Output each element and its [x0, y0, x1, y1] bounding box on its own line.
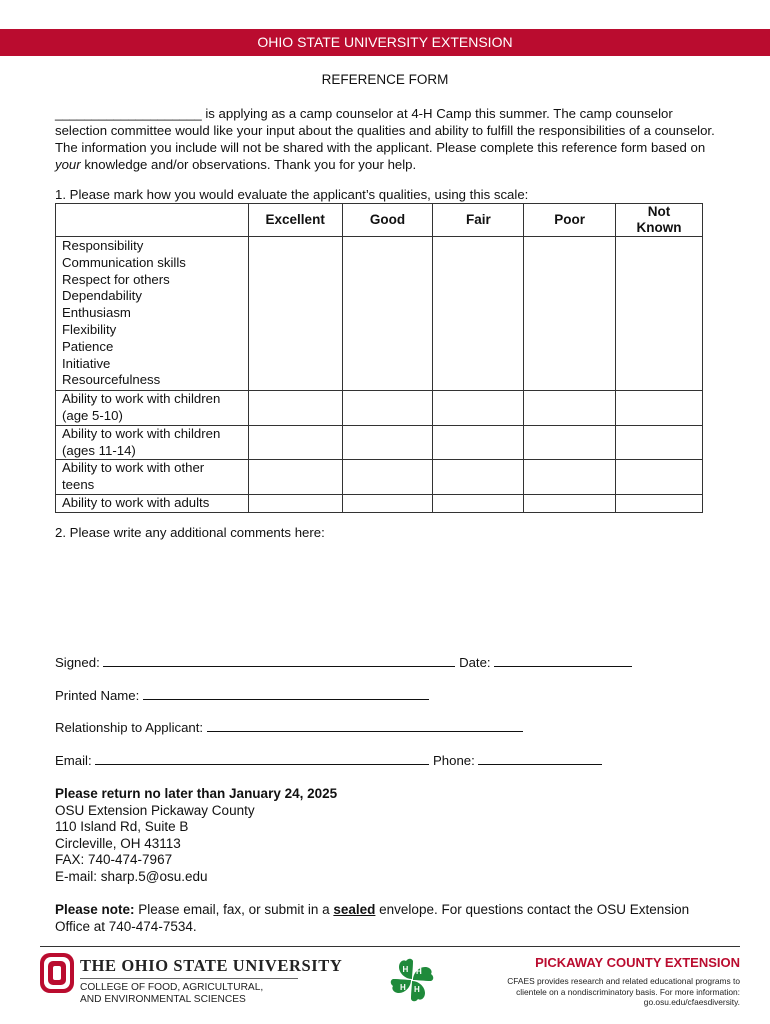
table-row — [56, 391, 703, 426]
intro-text-2: knowledge and/or observations. Thank you for your help. — [80, 157, 417, 172]
header-fair: Fair — [433, 204, 524, 237]
relationship-label: Relationship to Applicant: — [55, 720, 204, 735]
rating-cell[interactable] — [524, 425, 616, 460]
header-excellent: Excellent — [248, 204, 342, 237]
return-email: E-mail: sharp.5@osu.edu — [55, 868, 208, 884]
intro-paragraph — [55, 105, 727, 173]
quality-label: Ability to work with adults — [62, 494, 210, 510]
signed-field[interactable] — [103, 655, 455, 667]
quality-label: (ages 11-14) — [62, 442, 136, 458]
quality-children-5-10 — [56, 391, 249, 426]
intro-text-1: is applying as a camp counselor at 4-H Camp this summer. The camp counselor selection committee would like your input about the qualities and ability to fulfill the responsibilities of a counselor. The information you include will not be shared with the applicant. Please complete this reference form based on — [55, 106, 715, 155]
quality-label: Ability to work with children — [62, 391, 221, 407]
college-line-1: COLLEGE OF FOOD, AGRICULTURAL, — [80, 982, 264, 993]
quality-label: teens — [62, 477, 95, 493]
rating-cell[interactable] — [342, 460, 433, 495]
return-address: 110 Island Rd, Suite B — [55, 819, 189, 834]
rating-cell[interactable] — [616, 391, 703, 426]
quality-label: Responsibility — [62, 238, 144, 253]
note-sealed: sealed — [333, 902, 376, 917]
osu-wordmark-rule — [80, 978, 298, 979]
quality-label: Dependability — [62, 288, 142, 304]
rating-cell[interactable] — [616, 460, 703, 495]
cfaes-statement: CFAES provides research and related educational programs to clientele on a nondiscriminatory basis. For more information: go.osu.edu/cfaesdiversity. — [507, 976, 740, 1007]
intro-emphasis: your — [55, 157, 81, 172]
rating-cell[interactable] — [248, 460, 342, 495]
return-fax: FAX: 740-474-7967 — [55, 852, 173, 867]
printed-name-label: Printed Name: — [55, 688, 140, 703]
email-line — [55, 753, 602, 768]
printed-name-field[interactable] — [143, 688, 429, 700]
evaluation-table — [55, 203, 703, 513]
table-row — [56, 425, 703, 460]
svg-text:H: H — [402, 965, 409, 974]
rating-cell[interactable] — [248, 494, 342, 512]
rating-cell[interactable] — [524, 237, 616, 391]
svg-text:H: H — [400, 983, 406, 992]
signed-label: Signed: — [55, 655, 100, 670]
applicant-name-blank[interactable]: ____________________ — [55, 106, 202, 121]
rating-cell[interactable] — [616, 494, 703, 512]
header-poor: Poor — [524, 204, 616, 237]
four-h-clover-icon — [387, 955, 437, 1005]
question-1: 1. Please mark how you would evaluate the applicant’s qualities, using this scale: — [55, 187, 529, 202]
quality-other-teens — [56, 460, 249, 495]
osu-wordmark: THE OHIO STATE UNIVERSITY — [80, 956, 343, 975]
rating-cell[interactable] — [524, 494, 616, 512]
quality-label: Resourcefulness — [62, 372, 161, 388]
return-info — [55, 786, 337, 885]
rating-cell[interactable] — [433, 494, 524, 512]
signed-line — [55, 655, 632, 670]
phone-field[interactable] — [478, 753, 602, 765]
return-deadline: Please return no later than January 24, 2025 — [55, 786, 338, 801]
quality-label: Communication skills — [62, 254, 186, 270]
note-label: Please note: — [55, 902, 135, 917]
header-not-known — [616, 204, 703, 237]
table-row — [56, 237, 703, 391]
college-name — [80, 982, 263, 1006]
rating-cell[interactable] — [248, 425, 342, 460]
qualities-general — [56, 237, 249, 391]
date-label: Date: — [459, 655, 491, 670]
email-field[interactable] — [95, 753, 429, 765]
rating-cell[interactable] — [433, 391, 524, 426]
quality-label: Initiative — [62, 355, 111, 371]
rating-cell[interactable] — [524, 460, 616, 495]
rating-cell[interactable] — [616, 425, 703, 460]
rating-cell[interactable] — [616, 237, 703, 391]
rating-cell[interactable] — [342, 494, 433, 512]
return-office: OSU Extension Pickaway County — [55, 802, 255, 818]
relationship-field[interactable] — [207, 720, 523, 732]
quality-adults — [56, 494, 249, 512]
quality-label: Respect for others — [62, 271, 170, 287]
rating-cell[interactable] — [342, 237, 433, 391]
svg-text:H: H — [416, 967, 422, 976]
note-text-1: Please email, fax, or submit in a — [134, 902, 334, 917]
table-header-row — [56, 204, 703, 237]
extension-banner: OHIO STATE UNIVERSITY EXTENSION — [0, 29, 770, 56]
rating-cell[interactable] — [524, 391, 616, 426]
email-label: Email: — [55, 753, 92, 768]
quality-label: (age 5-10) — [62, 407, 123, 423]
rating-cell[interactable] — [248, 237, 342, 391]
date-field[interactable] — [494, 655, 632, 667]
quality-children-11-14 — [56, 425, 249, 460]
quality-label: Flexibility — [62, 321, 117, 337]
table-row — [56, 494, 703, 512]
form-title: REFERENCE FORM — [321, 72, 449, 87]
rating-cell[interactable] — [342, 391, 433, 426]
rating-cell[interactable] — [248, 391, 342, 426]
quality-label: Ability to work with other — [62, 460, 205, 476]
header-quality-blank — [56, 204, 249, 237]
printed-name-line — [55, 688, 429, 703]
county-extension-title: PICKAWAY COUNTY EXTENSION — [535, 955, 740, 970]
submission-note — [55, 901, 695, 935]
header-good: Good — [342, 204, 433, 237]
rating-cell[interactable] — [433, 237, 524, 391]
rating-cell[interactable] — [433, 425, 524, 460]
question-2: 2. Please write any additional comments here: — [55, 525, 325, 540]
rating-cell[interactable] — [433, 460, 524, 495]
relationship-line — [55, 720, 523, 735]
not-known-label: Not Known — [636, 204, 682, 235]
note-text-2: envelope. For questions contact the OSU Extension Office at 740-474-7534. — [55, 902, 690, 934]
return-city: Circleville, OH 43113 — [55, 835, 181, 851]
rating-cell[interactable] — [342, 425, 433, 460]
table-row — [56, 460, 703, 495]
svg-text:H: H — [414, 985, 420, 994]
college-line-2: AND ENVIRONMENTAL SCIENCES — [80, 994, 246, 1005]
quality-label: Ability to work with children — [62, 425, 221, 441]
quality-label: Enthusiasm — [62, 305, 131, 321]
phone-label: Phone: — [432, 753, 475, 768]
osu-block-o-logo — [40, 953, 74, 993]
footer-divider — [40, 946, 740, 947]
quality-label: Patience — [62, 338, 114, 354]
